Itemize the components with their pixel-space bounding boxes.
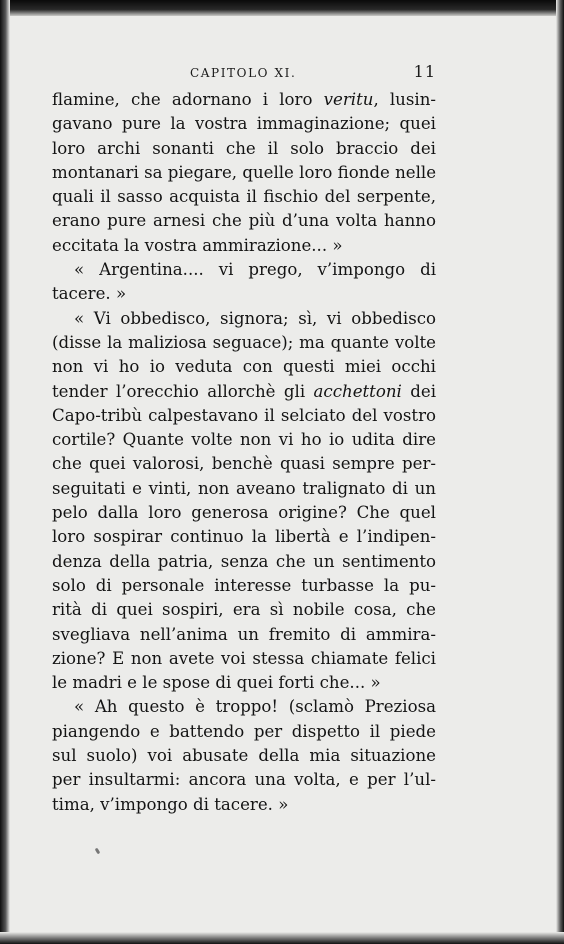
text-run: Capo-tribù calpestavano il selciato del vostro: [52, 405, 436, 425]
page-number: 11: [413, 62, 436, 81]
text-line: [52, 112, 436, 136]
text-line: [52, 282, 436, 306]
text-run: non vi ho io veduta con questi miei occhi: [52, 357, 436, 377]
text-run: rità di quei sospiri, era sì nobile cosa, che: [52, 600, 436, 620]
text-line: [52, 88, 436, 112]
text-run: denza della patria, senza che un sentimento: [52, 551, 436, 571]
text-line: [52, 647, 436, 671]
text-line: [52, 137, 436, 161]
text-line: [52, 234, 436, 258]
text-run: tacere. »: [52, 284, 127, 304]
text-run: che quei valorosi, benchè quasi sempre per-: [52, 454, 436, 474]
text-line: [52, 574, 436, 598]
scan-left-edge: [0, 0, 10, 944]
text-line: [52, 307, 436, 331]
text-line: [52, 452, 436, 476]
text-line: [52, 477, 436, 501]
text-run: quali il sasso acquista il fischio del serpente,: [52, 187, 436, 207]
scan-top-edge: [0, 0, 564, 16]
text-run: zione? E non avete voi stessa chiamate felici: [52, 648, 436, 668]
text-line: [52, 404, 436, 428]
text-run: svegliava nell’anima un fremito di ammira-: [52, 624, 436, 644]
body-text: [52, 88, 436, 817]
text-run: erano pure arnesi che più d’una volta hanno: [52, 211, 436, 231]
text-run: , lusin-: [373, 90, 436, 109]
text-run: pelo dalla loro generosa origine? Che quel: [52, 503, 436, 523]
text-run: (disse la maliziosa seguace); ma quante volte: [52, 332, 436, 352]
text-line: [52, 161, 436, 185]
text-run: « Argentina.... vi prego, v’impongo di: [74, 260, 436, 280]
text-line: [52, 695, 436, 719]
text-line: [52, 793, 436, 817]
text-line: [52, 331, 436, 355]
text-run: flamine, che adornano i loro: [52, 90, 324, 109]
text-run: montanari sa piegare, quelle loro fionde nelle: [52, 162, 437, 182]
text-run: loro sospirar continuo la libertà e l’indipen-: [52, 527, 436, 547]
text-run: sul suolo) voi abusate della mia situazione: [52, 746, 436, 766]
text-line: [52, 720, 436, 744]
text-line: [52, 209, 436, 233]
text-line: [52, 598, 436, 622]
running-head: CAPITOLO XI.: [190, 66, 297, 80]
text-line: [52, 380, 436, 404]
scan-bottom-edge: [0, 932, 564, 944]
text-run: tima, v’impongo di tacere. »: [52, 794, 289, 814]
text-run: eccitata la vostra ammirazione... »: [52, 235, 343, 255]
text-line: [52, 623, 436, 647]
text-line: [52, 671, 436, 695]
text-run: loro archi sonanti che il solo braccio dei: [52, 138, 436, 158]
text-line: [52, 428, 436, 452]
text-line: [52, 501, 436, 525]
scan-right-edge: [556, 0, 564, 944]
text-run: per insultarmi: ancora una volta, e per l’ul-: [52, 770, 436, 790]
italic-term: acchettoni: [313, 381, 402, 401]
text-run: seguitati e vinti, non aveano tralignato di un: [52, 478, 436, 498]
text-line: [52, 258, 436, 282]
text-run: gavano pure la vostra immaginazione; quei: [52, 114, 436, 134]
text-line: [52, 550, 436, 574]
text-line: [52, 355, 436, 379]
text-run: cortile? Quante volte non vi ho io udita dire: [52, 430, 436, 450]
italic-term: veritu: [323, 90, 374, 109]
text-run: piangendo e battendo per dispetto il piede: [52, 721, 436, 741]
text-line: [52, 768, 436, 792]
text-line: [52, 185, 436, 209]
page-header: [52, 62, 436, 84]
text-run: « Vi obbedisco, signora; sì, vi obbedisco: [74, 308, 436, 328]
text-run: dei: [401, 381, 436, 401]
text-run: solo di personale interesse turbasse la pu-: [52, 575, 436, 595]
text-line: [52, 744, 436, 768]
text-run: tender l’orecchio allorchè gli: [52, 381, 314, 401]
text-line: [52, 525, 436, 549]
text-run: « Ah questo è troppo! (sclamò Preziosa: [74, 697, 436, 717]
paper-speck: [95, 848, 101, 855]
text-run: le madri e le spose di quei forti che... »: [52, 673, 381, 693]
